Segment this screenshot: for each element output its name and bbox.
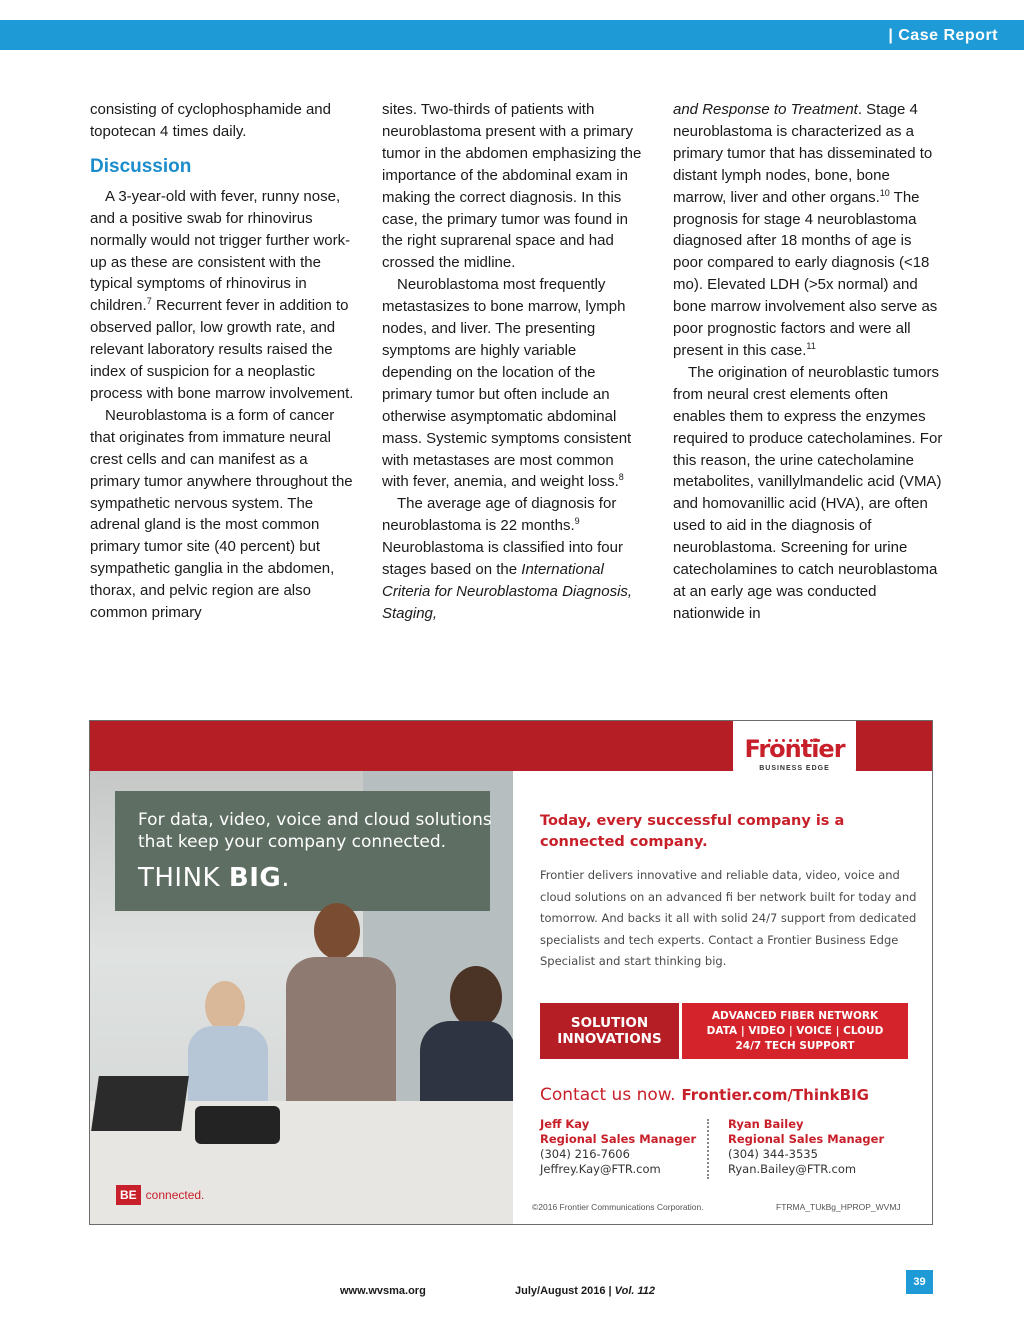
contact-label: Contact us now. — [540, 1085, 676, 1105]
laptop-icon — [91, 1076, 189, 1131]
person-standing-icon — [314, 903, 360, 959]
paragraph: The average age of diagnosis for neuroblastoma is 22 months.$^9$ Neuroblastoma is classified into four stages based on the International Criteria for Neuroblastoma Diagnosis, Staging, — [382, 495, 633, 622]
feature-item: 24/7 TECH SUPPORT — [735, 1039, 855, 1052]
footer-website[interactable]: www.wvsma.org — [340, 1285, 426, 1297]
logo-wordmark: Frontier — [744, 735, 845, 763]
person-seated-left-icon — [205, 981, 245, 1031]
paragraph: The origination of neuroblastic tumors from neural crest elements often enables them to express the enzymes required to produce catecholamines. For this reason, the urine catecholamine metabolites, vanillylmandelic acid (VMA) and homovanillic acid (HVA), are often used to aid in the diagnosis of neuroblastoma. Screening for urine catecholamines to catch neuroblastoma at an early age was conducted nationwide in — [673, 363, 943, 622]
text-column-1 — [90, 99, 358, 624]
ad-headline: Today, every successful company is a connected company. — [540, 813, 845, 850]
desk-phone-icon — [195, 1106, 280, 1144]
be-connected-mark — [116, 1185, 204, 1205]
citation-ref: 11 — [806, 340, 816, 351]
photo-tagline: For data, video, voice and cloud solutions that keep your company connected. — [138, 810, 492, 852]
be-connected-text: connected. — [145, 1188, 205, 1202]
think-big-slogan: THINK BIG. — [138, 863, 290, 893]
footer-issue: July/August 2016 | Vol. 112 — [515, 1285, 656, 1297]
contact-card-ryan — [728, 1117, 884, 1177]
contact-name: Ryan Bailey — [728, 1117, 804, 1131]
contact-title: Regional Sales Manager — [540, 1132, 697, 1146]
feature-item: ADVANCED FIBER NETWORK — [711, 1009, 879, 1022]
paragraph: A 3-year-old with fever, runny nose, and a positive swab for rhinovirus normally would not trigger further work-up as these are consistent with the typical symptoms of rhinovirus in children.$^7$ Recurrent fever in addition to observed pallor, low growth rate, and relevant laboratory results raised the index of suspicion for a neoplastic process with bone marrow involvement. — [90, 187, 354, 402]
citation-ref: 9 — [574, 516, 580, 527]
contact-card-jeff — [540, 1117, 696, 1177]
contact-email-link[interactable]: Ryan.Bailey@FTR.com — [728, 1162, 857, 1176]
citation-ref: 8 — [618, 472, 624, 483]
paragraph: sites. Two-thirds of patients with neuroblastoma present with a primary tumor in the abdomen emphasizing the importance of the abdominal exam in making the correct diagnosis. In this case, the primary tumor was found in the right suprarenal space and had crossed the midline. — [382, 101, 642, 272]
solutions-banner — [540, 1003, 908, 1059]
contact-email-link[interactable]: Jeffrey.Kay@FTR.com — [540, 1162, 661, 1176]
paragraph: Neuroblastoma is a form of cancer that originates from immature neural crest cells and can manifest as a primary tumor anywhere throughout the sympathetic nervous system. The adrenal gland is the most common primary tumor site (40 percent) but sympathetic ganglia in the abdomen, thorax, and pelvic region are also common primary — [90, 406, 353, 622]
contact-divider — [707, 1119, 709, 1179]
contact-line — [540, 1085, 869, 1105]
header-bar — [0, 20, 1024, 50]
citation-ref: 10 — [879, 187, 890, 198]
paragraph: Neuroblastoma most frequently metastasizes to bone marrow, lymph nodes, and liver. The presenting symptoms are highly variable depending on the location of the primary tumor but often include an otherwise asymptomatic abdominal mass. Systemic symptoms consistent with metastases are most common with fever, anemia, and weight loss.$^8$ — [382, 276, 632, 491]
logo-subtitle: BUSINESS EDGE — [759, 765, 830, 772]
contact-url-link[interactable]: Frontier.com/ThinkBIG — [681, 1086, 869, 1104]
feature-list — [682, 1003, 908, 1059]
section-heading-discussion: Discussion — [90, 155, 192, 177]
solution-innovations-label: SOLUTION INNOVATIONS — [540, 1003, 679, 1059]
page-number: 39 — [906, 1270, 933, 1294]
contact-phone: (304) 344-3535 — [728, 1147, 818, 1161]
section-label: | Case Report — [888, 27, 998, 44]
paragraph: consisting of cyclophosphamide and topotecan 4 times daily. — [90, 101, 331, 140]
ad-photo — [90, 771, 513, 1225]
ad-copy — [540, 811, 920, 973]
feature-item: DATA | VIDEO | VOICE | CLOUD — [706, 1024, 884, 1037]
text-column-3 — [673, 99, 943, 625]
frontier-advertisement — [89, 720, 933, 1225]
ad-body-text: Frontier delivers innovative and reliable data, video, voice and cloud solutions on an advanced fi ber network built for today and tomorrow. And backs it all with solid 24/7 support from dedicated specialists and tech experts. Contact a Frontier Business Edge Specialist and start thinking big. — [540, 868, 917, 968]
contact-title: Regional Sales Manager — [728, 1132, 885, 1146]
contact-phone: (304) 216-7606 — [540, 1147, 630, 1161]
paragraph: and Response to Treatment. Stage 4 neuroblastoma is characterized as a primary tumor that has disseminated to distant lymph nodes, bone, bone marrow, liver and other organs.$^{10}$ The prognosis for stage 4 neuroblastoma diagnosed after 18 months of age is poor compared to early diagnosis (<18 mo). Elevated LDH (>5x normal) and bone marrow involvement also serve as poor prognostic factors and were all present in this case.$^{11}$ — [673, 101, 938, 359]
citation-ref: 7 — [146, 296, 152, 307]
person-seated-right-icon — [450, 966, 502, 1028]
contact-name: Jeff Kay — [540, 1117, 590, 1131]
ad-copyright: ©2016 Frontier Communications Corporation. — [532, 1202, 704, 1212]
be-badge: BE — [116, 1185, 141, 1205]
frontier-logo — [733, 721, 856, 779]
ad-code: FTRMA_TUkBg_HPROP_WVMJ — [776, 1202, 901, 1212]
text-column-2 — [382, 99, 644, 625]
